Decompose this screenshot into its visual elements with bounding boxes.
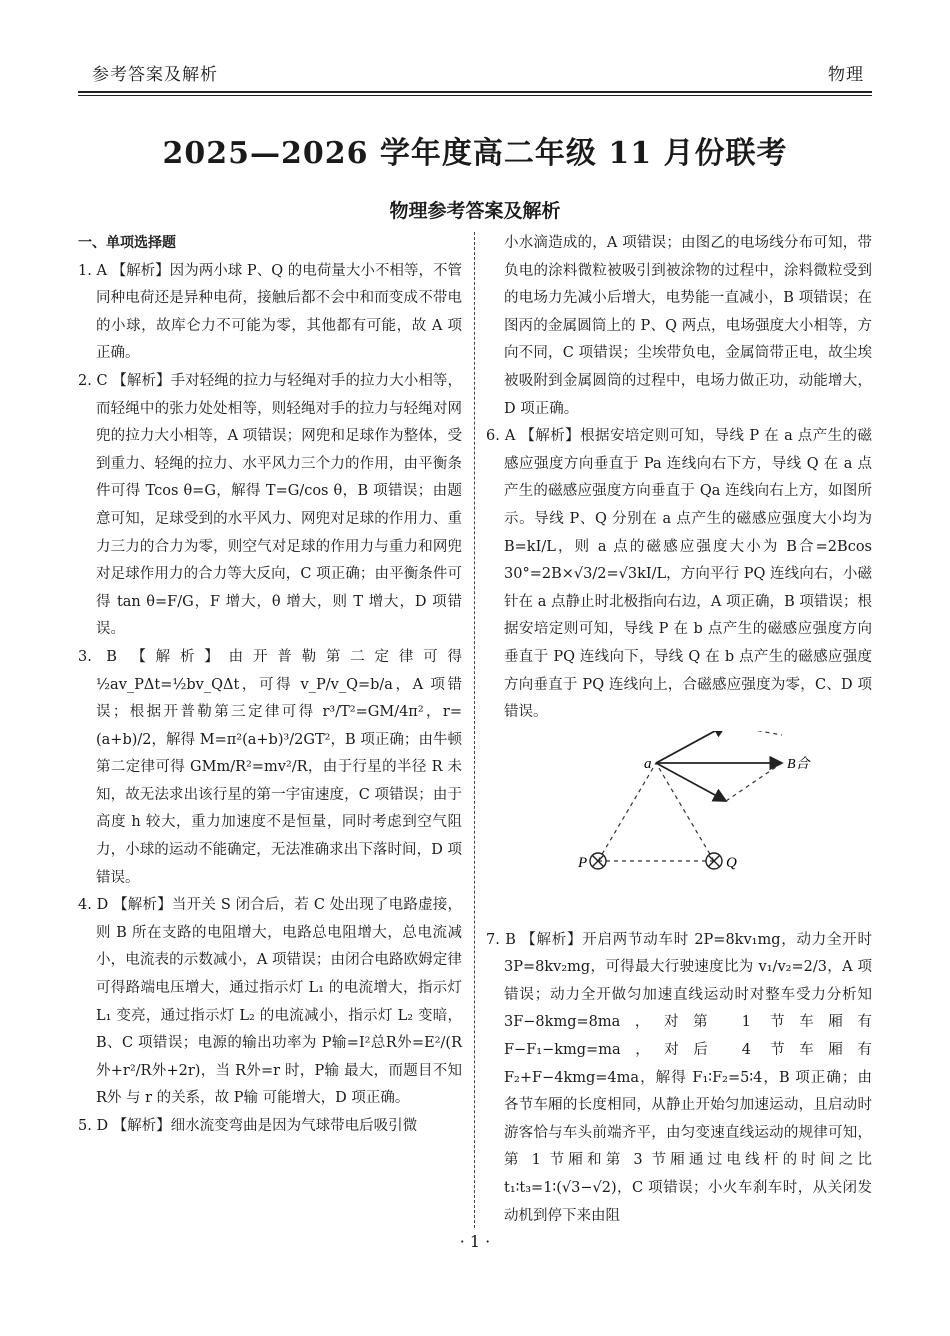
dashed-line-qa — [656, 763, 714, 861]
right-column — [486, 230, 872, 1230]
page-subtitle: 物理参考答案及解析 — [389, 200, 561, 222]
header-left: 参考答案及解析 — [92, 65, 218, 85]
label-b-total: B合 — [787, 756, 810, 772]
answer-5-continued: 小水滴造成的，A 项错误；由图乙的电场线分布可知，带负电的涂料微粒被吸引到被涂物的过程中，涂料微粒受到的电场力先减小后增大，电势能一直减小，B 项错误；在图丙的金属圆筒上的 P、Q 两点，电场强度大小相等，方向不同，C 项错误；尘埃带负电，金属筒带正电，故尘埃被吸附到金属圆筒的过程中，电场力做正功，动能增大，D 项正确。 — [504, 235, 872, 417]
magnetic-field-diagram — [486, 731, 872, 927]
label-q: Q — [726, 854, 737, 871]
answer-7: 7. B 【解析】开启两节动车时 2P=8kv₁mg，动力全开时 3P=8kv₂mg，可得最大行驶速度比为 v₁/v₂=2/3，A 项错误；动力全开做匀加速直线运动时对整车受力分析知 3F−8kmg=8ma，对第 1 节车厢有 F−F₁−kmg=ma，对后 4 节车厢有 F₂+F−4kmg=4ma，解得 F₁∶F₂=5∶4，B 项正确；由各节车厢的长度相同，从静止开始匀加速运动，且启动时游客恰与车头前端齐平，由匀变速直线运动的规律可知，第 1 节厢和第 3 节厢通过电线杆的时间之比 t₁∶t₃=1∶(√3−√2)，C 项错误；小火车刹车时，从关闭发动机到停下来由阻 — [486, 931, 872, 1224]
dashed-line-pa — [598, 763, 656, 861]
dashed-parallelogram-bottom — [726, 763, 782, 801]
answer-1: 1. A 【解析】因为两小球 P、Q 的电荷量大小不相等，不管同种电荷还是异种电荷，接触后都不会中和而变成不带电的小球，故库仑力不可能为零，其他都有可能，故 A 项正确。 — [78, 262, 462, 362]
label-a: a — [644, 755, 652, 772]
header-rule-thin — [78, 95, 872, 96]
field-arrow-lower — [656, 763, 726, 801]
answer-2: 2. C 【解析】手对轻绳的拉力与轻绳对手的拉力大小相等，而轻绳中的张力处处相等，则轻绳对手的拉力与轻绳对网兜的拉力大小相等，A 项错误；网兜和足球作为整体，受到重力、轻绳的拉力、水平风力三个力的作用，由平衡条件可得 Tcos θ=G，解得 T=G/cos θ，B 项错误；由题意可知，足球受到的水平风力、网兜对足球的作用力、重力三力的合力为零，则空气对足球的作用力与重力和网兜对足球作用力的合力等大反向，C 项正确；由平衡条件可得 tan θ=F/G，F 增大，θ 增大，则 T 增大，D 项错误。 — [78, 372, 462, 638]
header-rule — [78, 91, 872, 93]
section-heading: 一、单项选择题 — [78, 235, 176, 251]
label-p: P — [578, 854, 588, 871]
dashed-parallelogram-top-right — [726, 731, 782, 735]
page-number: · 1 · — [459, 1232, 491, 1251]
answer-3: 3. B 【解析】由开普勒第二定律可得 ½av_PΔt=½bv_QΔt，可得 v_P/v_Q=b/a，A 项错误；根据开普勒第三定律可得 r³/T²=GM/4π²，r=(a+b)/2，解得 M=π²(a+b)³/2GT²，B 项正确；由牛顿第二定律可得 GMm/R²=mv²/R，由于行星的半径 R 未知，故无法求出该行星的第一宇宙速度，C 项错误；由于高度 h 较大，重力加速度不是恒量，同时考虑到空气阻力，小球的运动不能确定，无法准确求出下落时间，D 项错误。 — [78, 648, 462, 886]
header-right: 物理 — [828, 65, 864, 85]
answer-4: 4. D 【解析】当开关 S 闭合后，若 C 处出现了电路虚接，则 B 所在支路的电阻增大，电路总电阻增大，总电流减小，电流表的示数减小，A 项错误；由闭合电路欧姆定律可得路端电压增大，通过指示灯 L₁ 的电流增大，指示灯 L₁ 变亮，通过指示灯 L₂ 的电流减小，指示灯 L₂ 变暗，B、C 项错误；电源的输出功率为 P输=I²总R外=E²/(R外+r²/R外+2r)，当 R外=r 时，P输 最大，而题目不知 R外 与 r 的关系，故 P输 可能增大，D 项正确。 — [78, 897, 462, 1107]
left-column — [78, 230, 462, 1141]
column-divider — [474, 232, 475, 1228]
answer-5: 5. D 【解析】细水流变弯曲是因为气球带电后吸引微 — [78, 1118, 418, 1134]
answer-6: 6. A 【解析】根据安培定则可知，导线 P 在 a 点产生的磁感应强度方向垂直于 Pa 连线向右下方，导线 Q 在 a 点产生的磁感应强度方向垂直于 Qa 连线向右上方，如图所示。导线 P、Q 分别在 a 点产生的磁感应强度大小均为 B=kI/L，则 a 点的磁感应强度大小为 B合=2Bcos 30°=2B×√3/2=√3kI/L，方向平行 PQ 连线向右，小磁针在 a 点静止时北极指向右边，A 项正确，B 项错误；根据安培定则可知，导线 P 在 b 点产生的磁感应强度方向垂直于 PQ 连线向下，导线 Q 在 b 点产生的磁感应强度方向垂直于 PQ 连线向上，合磁感应强度为零，C、D 项错误。 — [486, 428, 872, 721]
page-title: 2025—2026 学年度高二年级 11 月份联考 — [162, 136, 788, 171]
field-arrow-upper — [656, 731, 726, 763]
